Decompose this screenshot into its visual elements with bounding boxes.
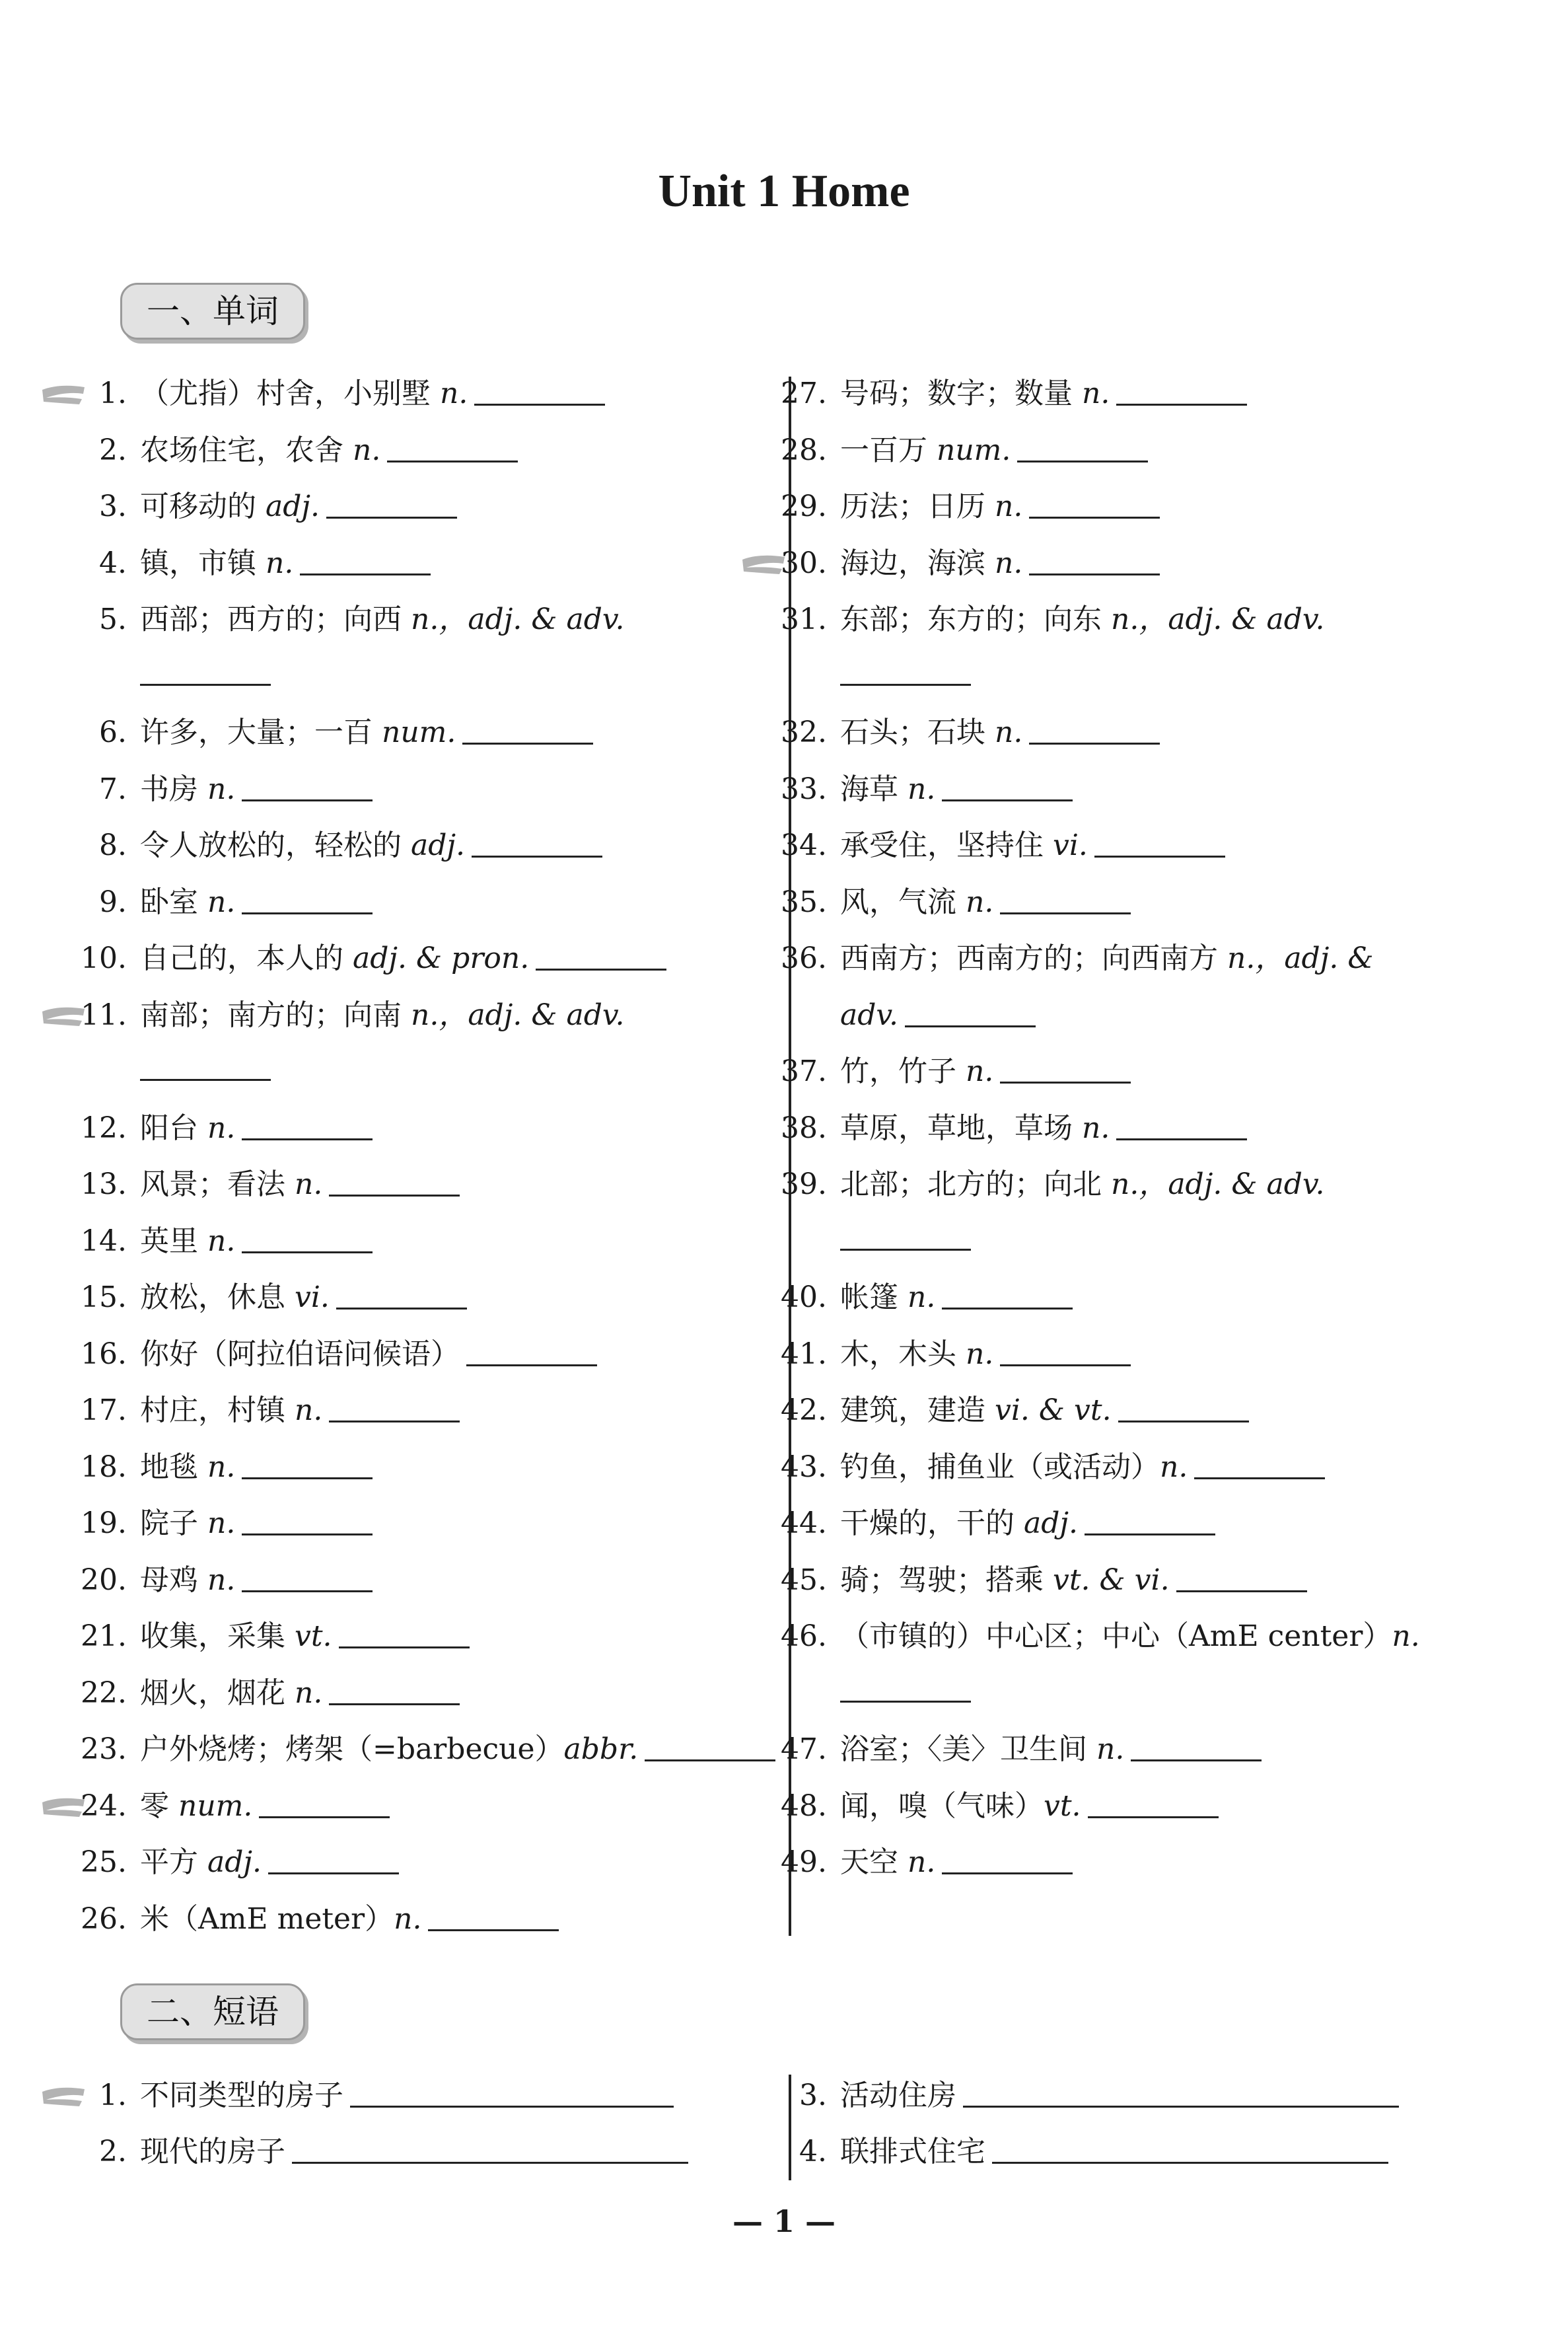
answer-blank[interactable] (1194, 1448, 1325, 1479)
item-text: 钓鱼，捕鱼业（或活动）n. (840, 1441, 1325, 1494)
answer-blank[interactable] (472, 827, 602, 858)
item-number: 23. (81, 1732, 127, 1766)
answer-blank[interactable] (905, 996, 1036, 1027)
item-number: 5. (99, 603, 127, 636)
item-text: 院子 n. (140, 1497, 373, 1550)
part-of-speech: n. (995, 716, 1023, 749)
item-text: 天空 n. (840, 1836, 1073, 1889)
answer-blank[interactable] (462, 714, 593, 745)
item-text: 现代的房子 (140, 2125, 688, 2178)
section-tab-words: 一、单词 (120, 283, 305, 340)
part-of-speech: n. (966, 1054, 994, 1088)
words-right-column (740, 367, 1532, 1953)
part-of-speech: adj. (411, 829, 466, 862)
item-text: 烟火，烟花 n. (140, 1667, 460, 1720)
item-text: 南部；南方的；向南 n.，adj. & adv. (140, 998, 625, 1032)
item-text: 活动住房 (840, 2069, 1399, 2122)
answer-blank[interactable] (1085, 1504, 1215, 1535)
item-text: 英里 n. (140, 1215, 373, 1268)
part-of-speech: n. (207, 1450, 236, 1484)
part-of-speech: adv. (840, 998, 899, 1032)
item-text: 闻，嗅（气味）vt. (840, 1780, 1219, 1833)
item-number: 42. (781, 1393, 827, 1427)
item-text: 村庄，村镇 n. (140, 1384, 460, 1437)
part-of-speech: abbr. (563, 1732, 639, 1766)
part-of-speech: n.，adj. & (1227, 941, 1374, 975)
part-of-speech: n.，adj. & adv. (1111, 1167, 1325, 1201)
page-number: — 1 — (732, 2203, 836, 2239)
part-of-speech: adj. (1024, 1506, 1079, 1540)
item-text: 号码；数字；数量 n. (840, 367, 1247, 420)
answer-blank[interactable] (1131, 1730, 1262, 1761)
answer-blank[interactable] (1118, 1391, 1249, 1422)
item-number: 45. (781, 1563, 827, 1597)
part-of-speech: n. (1392, 1619, 1420, 1653)
item-text: （市镇的）中心区；中心（AmE center）n. (840, 1619, 1420, 1653)
item-number: 20. (81, 1563, 127, 1597)
part-of-speech: n. (207, 885, 236, 919)
phrases-right-column (740, 2069, 1532, 2188)
item-text: 阳台 n. (140, 1102, 373, 1155)
part-of-speech: n. (1082, 1111, 1110, 1145)
part-of-speech: vi. (1053, 829, 1088, 862)
item-number: 39. (781, 1167, 827, 1201)
answer-blank[interactable] (329, 1391, 460, 1422)
item-text: 户外烧烤；烤架（=barbecue）abbr. (140, 1723, 775, 1776)
item-number: 2. (99, 433, 127, 467)
part-of-speech: adj. (207, 1845, 262, 1879)
part-of-speech: vi. (295, 1280, 330, 1314)
item-number: 21. (81, 1619, 127, 1653)
answer-blank[interactable] (242, 770, 373, 801)
part-of-speech: n. (1082, 377, 1110, 410)
item-text: 石头；石块 n. (840, 706, 1160, 759)
item-text: 建筑，建造 vi. & vt. (840, 1384, 1249, 1437)
part-of-speech: num. (178, 1789, 253, 1823)
item-number: 16. (81, 1337, 127, 1371)
item-text: 自己的，本人的 adj. & pron. (140, 932, 666, 985)
answer-blank[interactable] (942, 770, 1073, 801)
item-number: 34. (781, 829, 827, 862)
answer-blank[interactable] (963, 2077, 1399, 2108)
item-text: 帐篷 n. (840, 1271, 1073, 1324)
item-text: 放松，休息 vi. (140, 1271, 467, 1324)
item-text: 不同类型的房子 (140, 2069, 674, 2122)
item-text: 卧室 n. (140, 876, 373, 929)
part-of-speech: vt. (1044, 1789, 1081, 1823)
answer-blank[interactable] (1000, 883, 1131, 914)
item-text: 令人放松的，轻松的 adj. (140, 819, 602, 872)
item-number: 7. (99, 772, 127, 806)
answer-blank[interactable] (326, 488, 457, 519)
item-text: 一百万 num. (840, 424, 1148, 477)
part-of-speech: n. (966, 1337, 994, 1371)
item-text: 母鸡 n. (140, 1554, 373, 1607)
item-text: 西部；西方的；向西 n.，adj. & adv. (140, 603, 625, 636)
item-number: 13. (81, 1167, 127, 1201)
part-of-speech: vt. & vi. (1053, 1563, 1170, 1597)
words-left-column (40, 367, 773, 1953)
part-of-speech: n.，adj. & adv. (1111, 603, 1325, 636)
item-number: 28. (781, 433, 827, 467)
item-number: 6. (99, 716, 127, 749)
answer-blank[interactable] (339, 1617, 470, 1648)
item-number: 29. (781, 490, 827, 523)
item-number: 30. (781, 546, 827, 580)
item-number: 49. (781, 1845, 827, 1879)
answer-blank[interactable] (942, 1278, 1073, 1310)
part-of-speech: n. (207, 1563, 236, 1597)
item-number: 17. (81, 1393, 127, 1427)
item-number: 10. (81, 941, 127, 975)
item-text: 历法；日历 n. (840, 480, 1160, 533)
part-of-speech: n. (207, 1224, 236, 1258)
part-of-speech: num. (382, 716, 456, 749)
answer-blank[interactable] (268, 1843, 399, 1874)
item-text: 东部；东方的；向东 n.，adj. & adv. (840, 603, 1325, 636)
item-text: 风，气流 n. (840, 876, 1131, 929)
part-of-speech: adj. & pron. (353, 941, 530, 975)
section-tab-phrases: 二、短语 (120, 1983, 305, 2040)
item-number: 1. (99, 2079, 127, 2112)
phrases-left-column (40, 2069, 773, 2188)
item-number: 32. (781, 716, 827, 749)
item-text: 零 num. (140, 1780, 390, 1833)
answer-blank[interactable] (329, 1674, 460, 1705)
part-of-speech: n. (295, 1167, 323, 1201)
answer-blank[interactable] (259, 1787, 390, 1818)
item-number: 46. (781, 1619, 827, 1653)
item-text: 你好（阿拉伯语问候语） (140, 1328, 597, 1381)
page-title: Unit 1 Home (658, 166, 910, 217)
answer-blank[interactable] (1088, 1787, 1219, 1818)
answer-blank[interactable] (1176, 1561, 1307, 1592)
item-number: 33. (781, 772, 827, 806)
answer-blank[interactable] (336, 1278, 467, 1310)
item-text: 承受住，坚持住 vi. (840, 819, 1225, 872)
item-number: 40. (781, 1280, 827, 1314)
item-number: 14. (81, 1224, 127, 1258)
item-text: 农场住宅，农舍 n. (140, 424, 518, 477)
item-number: 43. (781, 1450, 827, 1484)
item-number: 44. (781, 1506, 827, 1540)
answer-blank[interactable] (242, 1504, 373, 1535)
part-of-speech: n. (440, 377, 468, 410)
item-number: 4. (99, 546, 127, 580)
answer-blank[interactable] (1000, 1052, 1131, 1084)
part-of-speech: n.，adj. & adv. (411, 998, 625, 1032)
answer-blank[interactable] (242, 1448, 373, 1479)
answer-blank[interactable] (1029, 714, 1160, 745)
answer-blank[interactable] (1000, 1335, 1131, 1366)
item-number: 24. (81, 1789, 127, 1823)
answer-blank[interactable] (292, 2133, 688, 2164)
item-number: 22. (81, 1676, 127, 1710)
part-of-speech: num. (937, 433, 1011, 467)
part-of-speech: n. (1096, 1732, 1125, 1766)
item-text: 草原，草地，草场 n. (840, 1102, 1247, 1155)
item-number: 25. (81, 1845, 127, 1879)
part-of-speech: n.，adj. & adv. (411, 603, 625, 636)
item-number: 3. (799, 2079, 827, 2112)
part-of-speech: vi. & vt. (995, 1393, 1112, 1427)
item-number: 26. (81, 1901, 127, 1936)
item-number: 41. (781, 1337, 827, 1371)
part-of-speech: n. (995, 546, 1023, 580)
part-of-speech: vt. (295, 1619, 332, 1653)
answer-blank[interactable] (387, 431, 518, 462)
item-text: 西南方；西南方的；向西南方 n.，adj. & (840, 941, 1374, 975)
item-text: 联排式住宅 (840, 2125, 1388, 2178)
item-text: 北部；北方的；向北 n.，adj. & adv. (840, 1167, 1325, 1201)
answer-blank[interactable] (1116, 1109, 1247, 1140)
part-of-speech: n. (908, 1845, 936, 1879)
answer-blank[interactable] (1029, 544, 1160, 575)
part-of-speech: n. (908, 772, 936, 806)
item-number: 35. (781, 885, 827, 919)
answer-blank[interactable] (536, 940, 666, 971)
item-text: 浴室；〈美〉卫生间 n. (840, 1723, 1262, 1776)
answer-blank[interactable] (840, 1220, 971, 1251)
item-number: 4. (799, 2135, 827, 2168)
answer-blank[interactable] (242, 1222, 373, 1253)
answer-blank[interactable] (1017, 431, 1148, 462)
item-text: 海草 n. (840, 763, 1073, 816)
answer-blank[interactable] (1094, 827, 1225, 858)
answer-blank[interactable] (242, 1109, 373, 1140)
item-number: 36. (781, 941, 827, 975)
answer-blank[interactable] (840, 655, 971, 686)
part-of-speech: n. (207, 772, 236, 806)
item-number: 31. (781, 603, 827, 636)
item-number: 47. (781, 1732, 827, 1766)
item-number: 18. (81, 1450, 127, 1484)
answer-blank[interactable] (242, 1561, 373, 1592)
item-number: 9. (99, 885, 127, 919)
answer-blank[interactable] (942, 1843, 1073, 1874)
part-of-speech: n. (295, 1676, 323, 1710)
part-of-speech: n. (908, 1280, 936, 1314)
answer-blank[interactable] (1116, 375, 1247, 406)
item-number: 8. (99, 829, 127, 862)
item-text: 竹，竹子 n. (840, 1045, 1131, 1098)
part-of-speech: n. (207, 1111, 236, 1145)
answer-blank[interactable] (1029, 488, 1160, 519)
answer-blank[interactable] (466, 1335, 597, 1366)
item-text: 收集，采集 vt. (140, 1610, 470, 1663)
item-text: 木，木头 n. (840, 1328, 1131, 1381)
answer-blank[interactable] (140, 1050, 271, 1081)
answer-blank[interactable] (840, 1672, 971, 1703)
item-text: 风景；看法 n. (140, 1158, 460, 1211)
item-text: 镇，市镇 n. (140, 537, 431, 590)
answer-blank[interactable] (329, 1165, 460, 1197)
item-number: 2. (99, 2135, 127, 2168)
part-of-speech: n. (266, 546, 294, 580)
item-text: 海边，海滨 n. (840, 537, 1160, 590)
part-of-speech: n. (995, 490, 1023, 523)
item-text: 地毯 n. (140, 1441, 373, 1494)
part-of-speech: n. (207, 1506, 236, 1540)
item-number: 11. (81, 998, 127, 1032)
part-of-speech: n. (966, 885, 994, 919)
item-number: 48. (781, 1789, 827, 1823)
part-of-speech: n. (1160, 1450, 1188, 1484)
part-of-speech: adj. (266, 490, 320, 523)
item-text: 可移动的 adj. (140, 480, 457, 533)
part-of-speech: n. (353, 433, 381, 467)
item-text: 书房 n. (140, 763, 373, 816)
item-number: 12. (81, 1111, 127, 1145)
part-of-speech: n. (394, 1901, 422, 1936)
answer-blank[interactable] (428, 1900, 559, 1931)
answer-blank[interactable] (474, 375, 605, 406)
item-number: 1. (99, 377, 127, 410)
answer-blank[interactable] (300, 544, 431, 575)
answer-blank[interactable] (140, 655, 271, 686)
item-number: 3. (99, 490, 127, 523)
item-text: 米（AmE meter）n. (140, 1893, 559, 1946)
item-text: 干燥的，干的 adj. (840, 1497, 1215, 1550)
item-number: 37. (781, 1054, 827, 1088)
answer-blank[interactable] (350, 2077, 674, 2108)
item-number: 19. (81, 1506, 127, 1540)
item-number: 15. (81, 1280, 127, 1314)
item-number: 38. (781, 1111, 827, 1145)
item-text: （尤指）村舍，小别墅 n. (140, 367, 605, 420)
item-text: 平方 adj. (140, 1836, 399, 1889)
item-text: 许多，大量；一百 num. (140, 706, 593, 759)
part-of-speech: n. (295, 1393, 323, 1427)
item-number: 27. (781, 377, 827, 410)
answer-blank[interactable] (992, 2133, 1388, 2164)
answer-blank[interactable] (242, 883, 373, 914)
item-text: 骑；驾驶；搭乘 vt. & vi. (840, 1554, 1307, 1607)
